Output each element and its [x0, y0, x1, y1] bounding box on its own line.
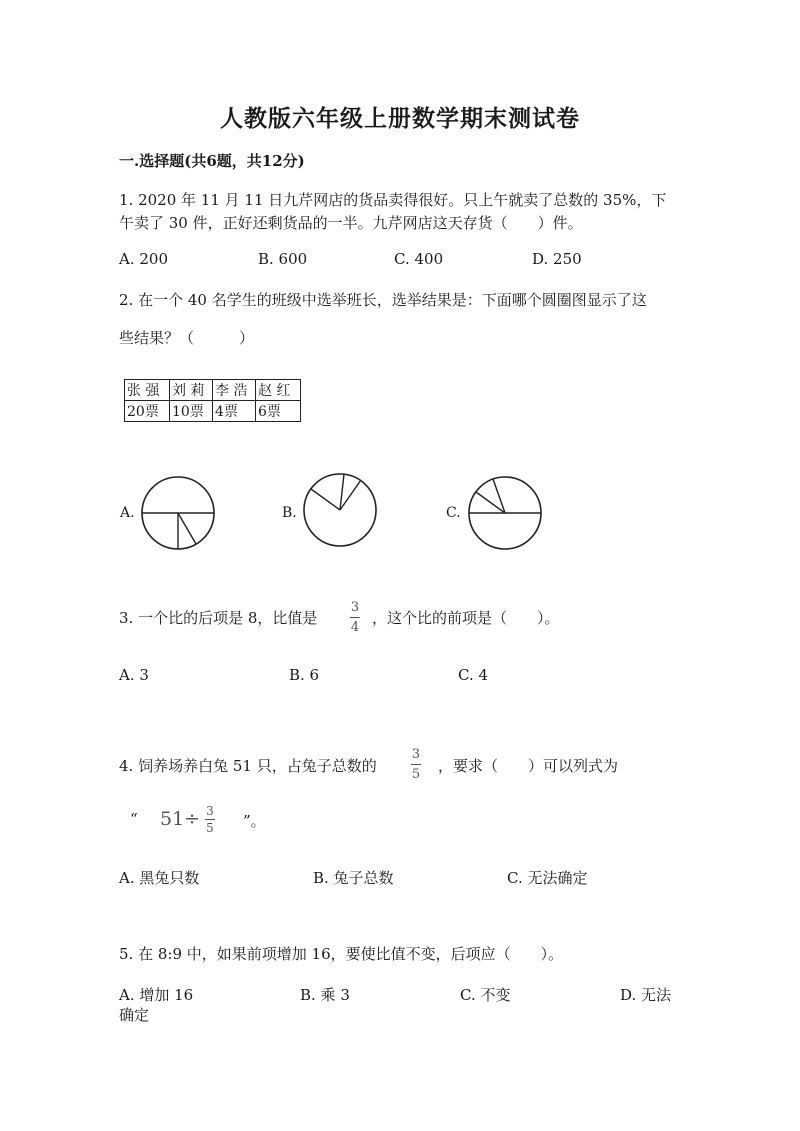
table-cell-votes: 10票	[170, 401, 213, 422]
fraction-denominator: 5	[411, 767, 421, 782]
fraction-numerator: 3	[411, 747, 421, 762]
question-3-text-end: ，这个比的前项是（ ）。	[372, 609, 560, 627]
fraction-three-quarters	[350, 600, 360, 635]
q4-option-c[interactable]: C. 无法确定	[507, 869, 588, 887]
q2-option-a-label[interactable]: A.	[120, 505, 135, 521]
question-1-line-2: 午卖了 30 件，正好还剩货品的一半。九芹网店这天存货（ ）件。	[119, 214, 583, 232]
q5-option-d[interactable]: D. 无法	[620, 986, 672, 1004]
question-1-line-1: 1. 2020 年 11 月 11 日九芹网店的货品卖得很好。只上午就卖了总数的 35%，下	[119, 191, 667, 209]
question-5-text: 5. 在 8:9 中，如果前项增加 16，要使比值不变，后项应（ ）。	[119, 945, 564, 963]
q1-option-a[interactable]: A. 200	[119, 250, 168, 268]
q4-option-b[interactable]: B. 兔子总数	[313, 869, 394, 887]
table-cell-votes: 20票	[125, 401, 170, 422]
fraction-bar	[205, 819, 215, 820]
q5-option-b[interactable]: B. 乘 3	[300, 986, 350, 1004]
question-4-text-end: ，要求（ ）可以列式为	[438, 757, 619, 775]
question-2-line-2: 些结果？（ ）	[119, 329, 255, 347]
table-cell-votes: 6票	[256, 401, 301, 422]
fraction-three-fifths	[411, 747, 421, 782]
table-cell-name: 李 浩	[213, 380, 256, 401]
table-row	[125, 401, 301, 422]
table-cell-votes: 4票	[213, 401, 256, 422]
expression-close-quote: ”。	[243, 812, 266, 830]
table-cell-name: 刘 莉	[170, 380, 213, 401]
table-cell-name: 张 强	[125, 380, 170, 401]
q3-option-a[interactable]: A. 3	[119, 666, 149, 684]
fraction-denominator: 5	[206, 821, 214, 835]
table-row	[125, 380, 301, 401]
q1-option-c[interactable]: C. 400	[394, 250, 444, 268]
page-title: 人教版六年级上册数学期末测试卷	[220, 105, 580, 132]
expression-open-quote: “	[130, 810, 138, 828]
question-3-text-start: 3. 一个比的后项是 8，比值是	[119, 609, 318, 627]
q1-option-b[interactable]: B. 600	[258, 250, 308, 268]
fraction-denominator: 4	[350, 620, 360, 635]
pie-diagram-a[interactable]	[140, 475, 216, 551]
q3-option-b[interactable]: B. 6	[289, 666, 320, 684]
fraction-bar	[411, 764, 421, 765]
q3-option-c[interactable]: C. 4	[458, 666, 489, 684]
pie-diagram-c[interactable]	[467, 475, 543, 551]
q5-option-d-continued: 确定	[119, 1006, 150, 1024]
q5-option-a[interactable]: A. 增加 16	[119, 986, 194, 1004]
section-heading: 一.选择题(共6题，共12分)	[119, 152, 305, 170]
fraction-bar	[350, 617, 360, 618]
fraction-numerator: 3	[350, 600, 360, 615]
q1-option-d[interactable]: D. 250	[532, 250, 582, 268]
q4-option-a[interactable]: A. 黑兔只数	[119, 869, 200, 887]
q2-option-c-label[interactable]: C.	[446, 505, 461, 521]
expression-main: 51÷	[160, 808, 201, 830]
expression-fraction	[205, 804, 215, 835]
question-2-line-1: 2. 在一个 40 名学生的班级中选举班长，选举结果是：下面哪个圆圈图显示了这	[119, 291, 647, 309]
q2-option-b-label[interactable]: B.	[282, 505, 297, 521]
pie-diagram-b[interactable]	[302, 472, 378, 548]
fraction-numerator: 3	[206, 804, 214, 818]
question-4-text-start: 4. 饲养场养白兔 51 只，占兔子总数的	[119, 757, 377, 775]
q5-option-c[interactable]: C. 不变	[460, 986, 511, 1004]
vote-results-table	[124, 379, 301, 422]
table-cell-name: 赵 红	[256, 380, 301, 401]
